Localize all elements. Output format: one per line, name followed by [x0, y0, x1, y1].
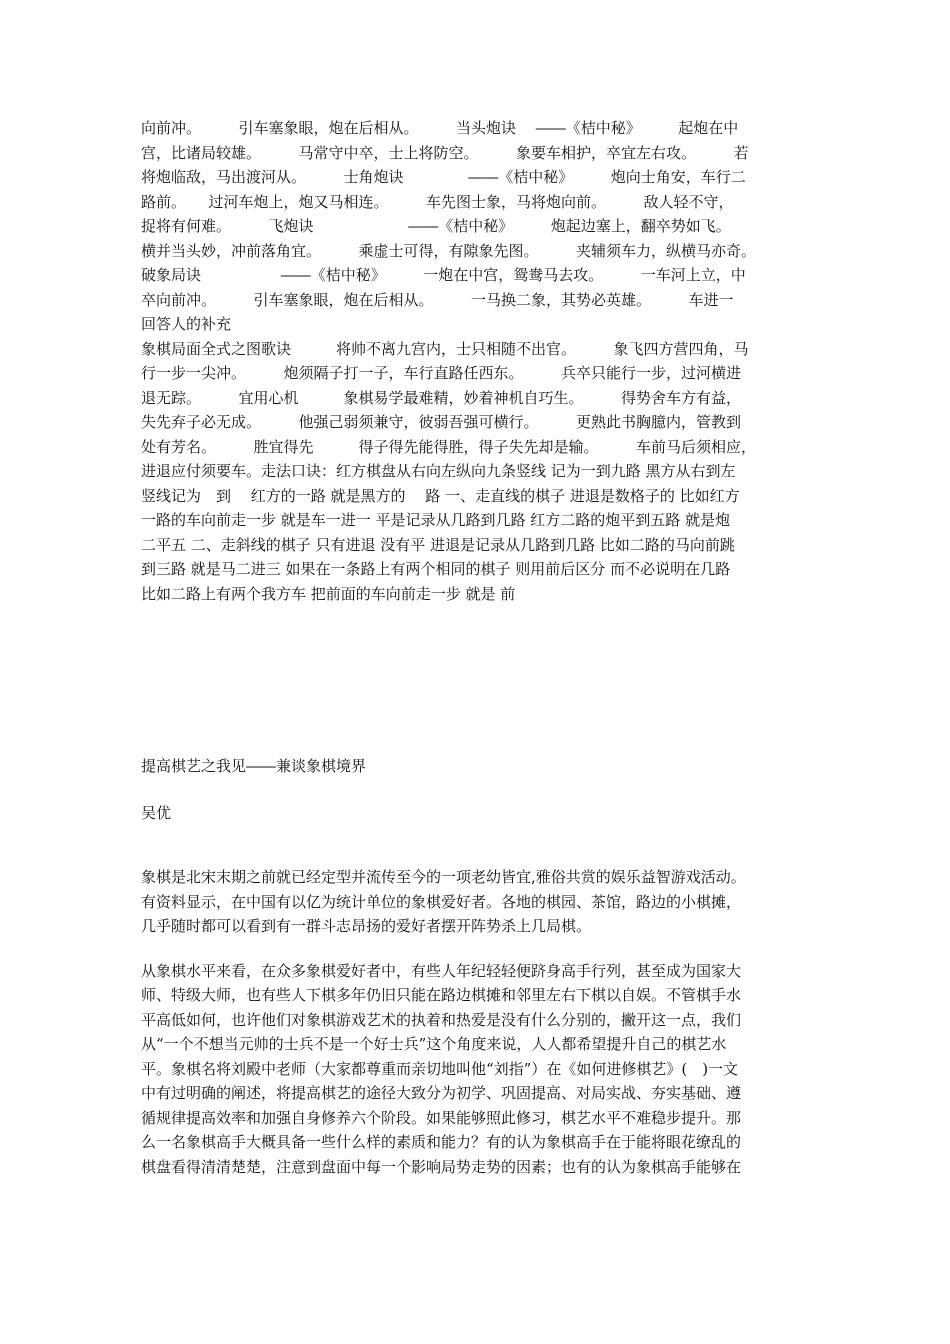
document-page [141, 116, 813, 1179]
text-line: 循规律提高效率和加强自身修养六个阶段。如果能够照此修习，棋艺水平不难稳步提升。那 [141, 1108, 742, 1127]
text-line: 破象局诀 ――《桔中秘》 一炮在中宫，鸳鸯马去攻。 一车河上立，中 [141, 266, 746, 284]
text-line: 进退应付须要车。走法口诀：红方棋盘从右向左纵向九条竖线 记为一到九路 黑方从右到左 [141, 462, 736, 480]
text-line: 象棋是北宋末期之前就已经定型并流传至今的一项老幼皆宜,雅俗共赏的娱乐益智游戏活动。 [141, 868, 746, 886]
text-line: 捉将有何难。 飞炮诀 ――《桔中秘》 炮起边塞上，翻卒势如飞。 [141, 217, 731, 235]
text-line: 平高低如何，也许他们对象棋游戏艺术的执着和热爱是没有什么分别的，撇开这一点，我们 [141, 1010, 742, 1029]
text-line: 路前。 过河车炮上，炮又马相连。 车先图士象，马将炮向前。 敌人轻不守， [141, 192, 734, 211]
text-line: 平。象棋名将刘殿中老师（大家都尊重而亲切地叫他“刘指”）在《如何进修棋艺》( )一文 [141, 1059, 739, 1078]
text-line: 宫，比诸局较雄。 马常守中卒，士上将防空。 象要车相护，卒宜左右攻。 若 [141, 143, 749, 162]
text-line: 横并当头妙，冲前落角宜。 乘虚士可得，有隙象先图。 夹辅须车力，纵横马亦奇。 [141, 241, 757, 260]
text-line: 几乎随时都可以看到有一群斗志昂扬的爱好者摆开阵势杀上几局棋。 [141, 917, 592, 935]
text-line: 么一名象棋高手大概具备一些什么样的素质和能力？有的认为象棋高手在于能将眼花缭乱的 [141, 1133, 742, 1151]
text-line: 从“一个不想当元帅的士兵不是一个好士兵”这个角度来说，人人都希望提升自己的棋艺水 [141, 1035, 727, 1053]
text-line: 退无踪。 宜用心机 象棋易学最难精，妙着神机自巧生。 得势舍车方有益， [141, 388, 742, 407]
text-line: 二平五 二、走斜线的棋子 只有进退 没有平 进退是记录从几路到几路 比如二路的马向前跳 [141, 535, 735, 554]
text-line: 失先弃子必无成。 他强己弱须兼守，彼弱吾强可横行。 更熟此书胸臆内，管教到 [141, 413, 742, 431]
article-author: 吴优 [141, 803, 172, 822]
text-line: 有资料显示，在中国有以亿为统计单位的象棋爱好者。各地的棋园、茶馆，路边的小棋摊， [141, 892, 742, 911]
text-line: 向前冲。 引车塞象眼，炮在后相从。 当头炮诀 ――《桔中秘》 起炮在中 [141, 119, 739, 137]
text-line: 处有芳名。 胜宜得先 得子得先能得胜，得子失先却是输。 车前马后须相应， [141, 437, 757, 456]
text-line: 比如二路上有两个我方车 把前面的车向前走一步 就是 前 [141, 584, 516, 603]
chess-rhymes-block [141, 116, 813, 606]
text-line: 中有过明确的阐述，将提高棋艺的途径大致分为初学、巩固提高、对局实战、夯实基础、遵 [141, 1084, 742, 1102]
text-line: 行一步一尖冲。 炮须隔子打一子，车行直路任西东。 兵卒只能行一步，过河横进 [141, 364, 742, 382]
text-line: 卒向前冲。 引车塞象眼，炮在后相从。 一马换二象，其势必英雄。 车进一 [141, 290, 734, 309]
text-line: 棋盘看得清清楚楚，注意到盘面中每一个影响局势走势的因素；也有的认为象棋高手能够在 [141, 1157, 742, 1176]
text-line: 一路的车向前走一步 就是车一进一 平是记录从几路到几路 红方二路的炮平到五路 就是炮 [141, 511, 731, 529]
text-line: 象棋局面全式之图歌诀 将帅不离九宫内，士只相随不出官。 象飞四方营四角，马 [141, 339, 749, 358]
text-line: 到三路 就是马二进三 如果在一条路上有两个相同的棋子 则用前后区分 而不必说明在几路 [141, 560, 731, 578]
text-line: 师、特级大师，也有些人下棋多年仍旧只能在路边棋摊和邻里左右下棋以自娱。不管棋手水 [141, 986, 742, 1004]
article-paragraph-2 [141, 959, 813, 1180]
article-title: 提高棋艺之我见――兼谈象棋境界 [141, 757, 367, 775]
text-line: 从象棋水平来看，在众多象棋爱好者中，有些人年纪轻轻便跻身高手行列，甚至成为国家大 [141, 961, 742, 980]
text-line: 将炮临敌，马出渡河从。 士角炮诀 ――《桔中秘》 炮向士角安，车行二 [141, 168, 746, 186]
text-line: 竖线记为 到 红方的一路 就是黑方的 路 一、走直线的棋子 进退是数格子的 比如红方 [141, 486, 740, 505]
article-paragraph-1 [141, 865, 813, 939]
text-line: 回答人的补充 [141, 315, 232, 333]
